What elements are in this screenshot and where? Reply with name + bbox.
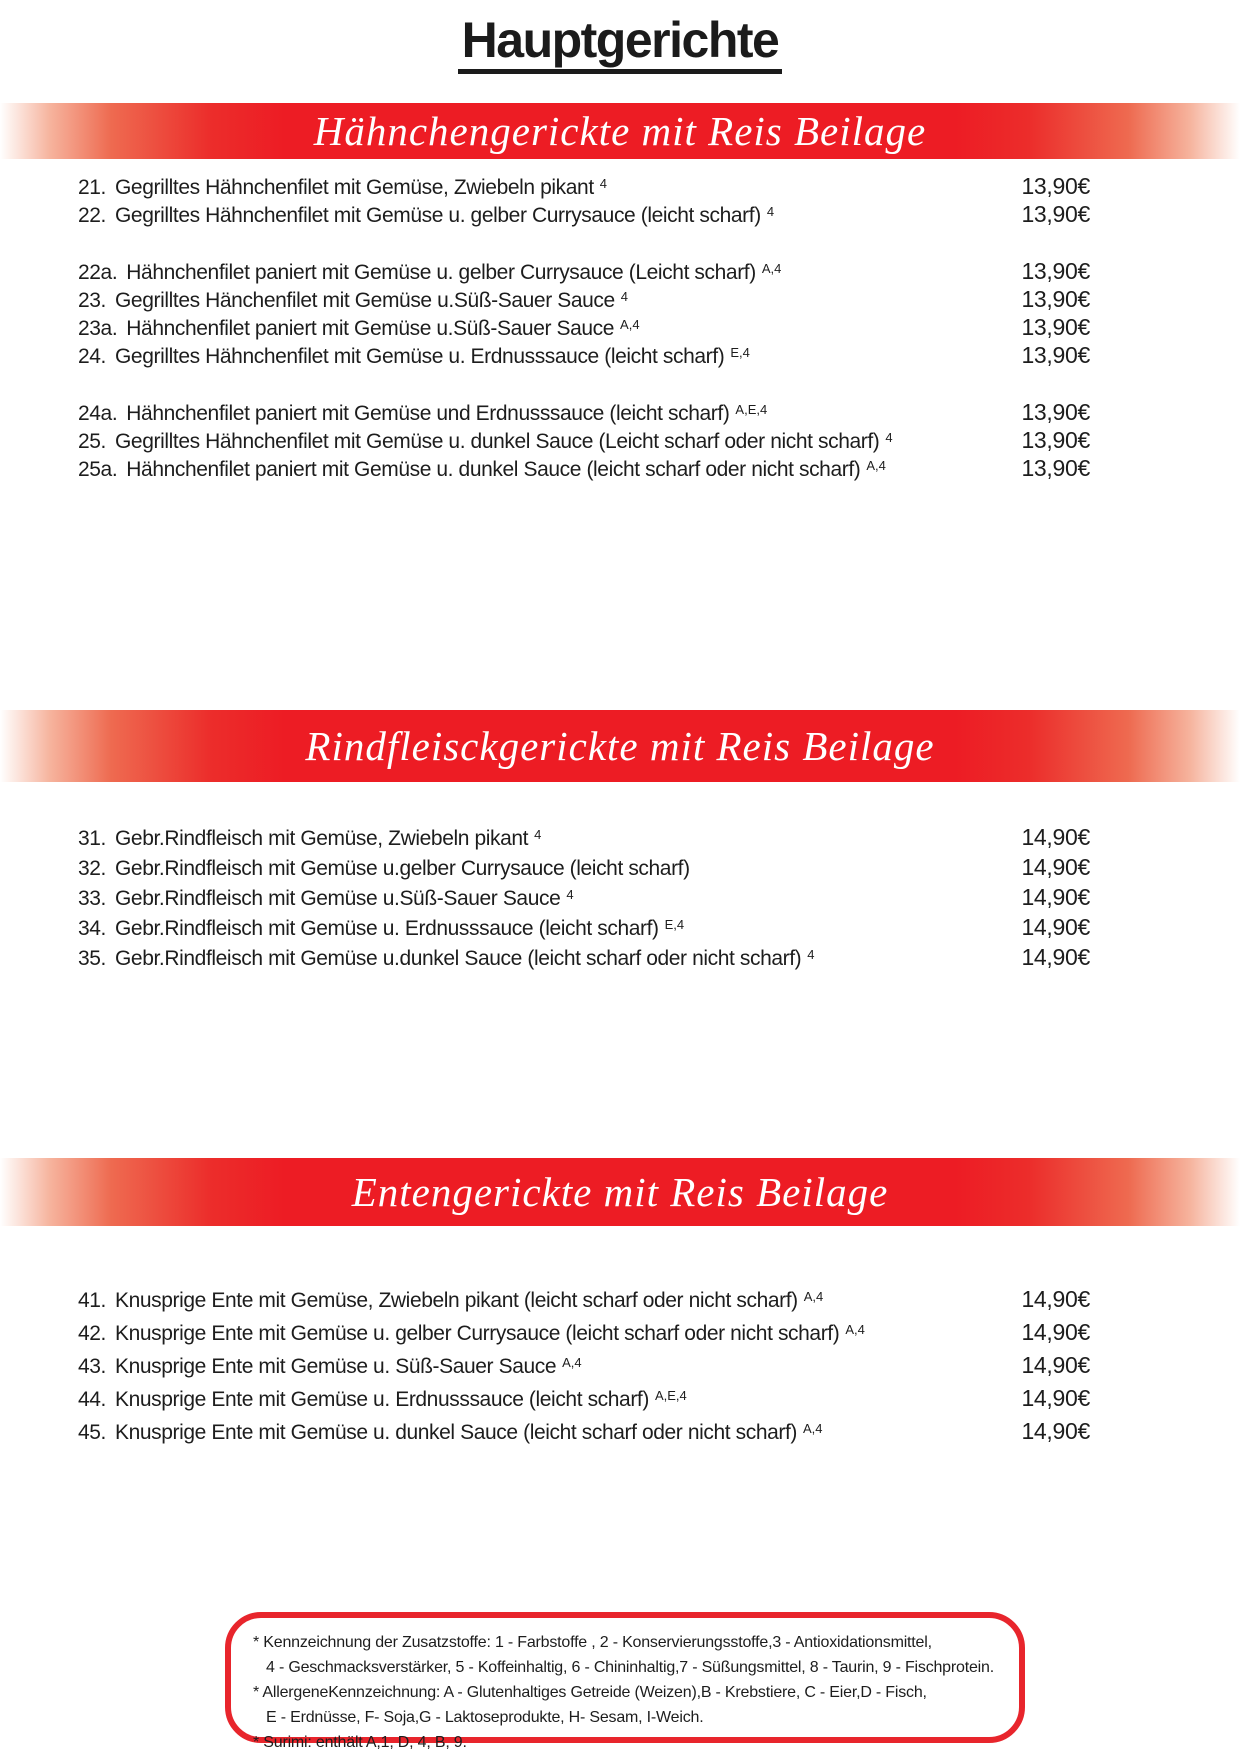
- section-banner-beef: [0, 710, 1240, 782]
- item-description: Hähnchenfilet paniert mit Gemüse u.Süß-Sauer Sauce: [126, 317, 615, 340]
- item-number: 22a.: [78, 261, 118, 284]
- item-allergen-codes: A,4: [803, 1289, 824, 1304]
- footnote-line-allergens-1: * AllergeneKennzeichnung: A - Glutenhaltiges Getreide (Weizen),B - Krebstiere, C - Eier,D - Fisch,: [253, 1684, 927, 1701]
- item-price: 13,90€: [1021, 173, 1090, 199]
- menu-item-35: [78, 942, 1090, 972]
- item-description: Gebr.Rindfleisch mit Gemüse u.Süß-Sauer Sauce: [115, 887, 561, 910]
- item-allergen-codes: E,4: [730, 345, 750, 360]
- item-price: 13,90€: [1021, 427, 1090, 453]
- item-price: 14,90€: [1021, 1352, 1090, 1378]
- item-allergen-codes: A,4: [620, 317, 640, 332]
- item-allergen-codes: 4: [566, 887, 574, 902]
- item-number: 45.: [78, 1421, 106, 1444]
- item-description: Gegrilltes Hähnchenfilet mit Gemüse u. gelber Currysauce (leicht scharf): [115, 204, 761, 227]
- item-description: Gegrilltes Hänchenfilet mit Gemüse u.Süß-Sauer Sauce: [115, 289, 615, 312]
- item-price: 13,90€: [1021, 314, 1090, 340]
- menu-item-23a: [78, 313, 1090, 341]
- item-description: Gebr.Rindfleisch mit Gemüse u. Erdnusssauce (leicht scharf): [115, 917, 659, 940]
- item-number: 42.: [78, 1322, 106, 1345]
- item-allergen-codes: A,4: [761, 261, 782, 276]
- item-price: 13,90€: [1021, 258, 1090, 284]
- item-description: Gegrilltes Hähnchenfilet mit Gemüse u. dunkel Sauce (Leicht scharf oder nicht scharf): [115, 430, 880, 453]
- item-description: Gegrilltes Hähnchenfilet mit Gemüse, Zwiebeln pikant: [115, 176, 594, 199]
- item-number: 35.: [78, 947, 106, 970]
- item-allergen-codes: A,E,4: [654, 1388, 687, 1403]
- item-description: Gebr.Rindfleisch mit Gemüse u.gelber Currysauce (leicht scharf): [115, 857, 690, 880]
- item-price: 14,90€: [1021, 914, 1090, 940]
- menu-item-42: [78, 1316, 1090, 1349]
- menu-item-43: [78, 1349, 1090, 1382]
- item-allergen-codes: A,4: [562, 1355, 582, 1370]
- item-price: 14,90€: [1021, 1286, 1090, 1312]
- item-allergen-codes: A,4: [803, 1421, 823, 1436]
- item-price: 13,90€: [1021, 286, 1090, 312]
- item-number: 43.: [78, 1355, 106, 1378]
- menu-item-33: [78, 882, 1090, 912]
- menu-item-22a: [78, 257, 1090, 285]
- item-number: 23.: [78, 289, 106, 312]
- menu-item-44: [78, 1382, 1090, 1415]
- item-allergen-codes: E,4: [664, 917, 685, 932]
- menu-item-22: [78, 200, 1090, 228]
- menu-item-34: [78, 912, 1090, 942]
- item-description: Gebr.Rindfleisch mit Gemüse u.dunkel Sauce (leicht scharf oder nicht scharf): [115, 947, 802, 970]
- menu-item-21: [78, 172, 1090, 200]
- menu-item-23: [78, 285, 1090, 313]
- item-price: 14,90€: [1021, 824, 1090, 850]
- item-allergen-codes: A,E,4: [735, 402, 768, 417]
- item-description: Knusprige Ente mit Gemüse, Zwiebeln pikant (leicht scharf oder nicht scharf): [115, 1289, 798, 1312]
- item-description: Hähnchenfilet paniert mit Gemüse u. gelber Currysauce (Leicht scharf): [126, 261, 756, 284]
- item-price: 13,90€: [1021, 342, 1090, 368]
- section-items-beef: [78, 822, 1090, 972]
- menu-item-24: [78, 341, 1090, 369]
- item-allergen-codes: 4: [766, 204, 775, 219]
- menu-item-31: [78, 822, 1090, 852]
- menu-item-25: [78, 426, 1090, 454]
- allergen-footnote-box: [225, 1612, 1025, 1751]
- item-description: Hähnchenfilet paniert mit Gemüse und Erdnusssauce (leicht scharf): [126, 402, 730, 425]
- item-description: Knusprige Ente mit Gemüse u. Erdnusssauce (leicht scharf): [115, 1388, 649, 1411]
- menu-item-25a: [78, 454, 1090, 482]
- item-description: Hähnchenfilet paniert mit Gemüse u. dunkel Sauce (leicht scharf oder nicht scharf): [126, 458, 861, 481]
- footnote-line-allergens-2: E - Erdnüsse, F- Soja,G - Laktoseprodukte, H- Sesam, I-Weich.: [266, 1709, 704, 1726]
- item-number: 21.: [78, 176, 106, 199]
- item-price: 14,90€: [1021, 1418, 1090, 1444]
- item-number: 31.: [78, 827, 106, 850]
- item-price: 14,90€: [1021, 1319, 1090, 1345]
- item-description: Knusprige Ente mit Gemüse u. gelber Currysauce (leicht scharf oder nicht scharf): [115, 1322, 840, 1345]
- menu-item-41: [78, 1283, 1090, 1316]
- item-allergen-codes: 4: [807, 947, 815, 962]
- section-banner-beef-label: Rindfleisckgerickte mit Reis Beilage: [305, 723, 935, 769]
- section-banner-chicken-label: Hähnchengerickte mit Reis Beilage: [313, 108, 927, 154]
- section-items-duck: [78, 1283, 1090, 1448]
- section-banner-duck-label: Entengerickte mit Reis Beilage: [351, 1169, 889, 1215]
- item-price: 14,90€: [1021, 884, 1090, 910]
- item-number: 22.: [78, 204, 106, 227]
- page-header: [0, 14, 1240, 74]
- footnote-line-additives-1: * Kennzeichnung der Zusatzstoffe: 1 - Farbstoffe , 2 - Konservierungsstoffe,3 - Antioxidationsmittel,: [253, 1634, 932, 1651]
- item-allergen-codes: A,4: [845, 1322, 865, 1337]
- item-allergen-codes: A,4: [866, 458, 886, 473]
- item-price: 13,90€: [1021, 201, 1090, 227]
- item-allergen-codes: 4: [599, 176, 607, 191]
- page-title: Hauptgerichte: [458, 14, 783, 74]
- item-number: 24.: [78, 345, 106, 368]
- item-number: 41.: [78, 1289, 106, 1312]
- item-price: 14,90€: [1021, 944, 1090, 970]
- item-number: 25.: [78, 430, 106, 453]
- item-price: 13,90€: [1021, 455, 1090, 481]
- item-description: Knusprige Ente mit Gemüse u. dunkel Sauce (leicht scharf oder nicht scharf): [115, 1421, 798, 1444]
- item-allergen-codes: 4: [534, 827, 542, 842]
- item-description: Gegrilltes Hähnchenfilet mit Gemüse u. Erdnusssauce (leicht scharf): [115, 345, 725, 368]
- section-banner-duck: [0, 1158, 1240, 1226]
- menu-item-24a: [78, 398, 1090, 426]
- section-items-chicken: [78, 172, 1090, 482]
- item-number: 25a.: [78, 458, 118, 481]
- item-price: 14,90€: [1021, 1385, 1090, 1411]
- item-number: 44.: [78, 1388, 106, 1411]
- section-banner-chicken: [0, 103, 1240, 159]
- item-number: 34.: [78, 917, 106, 940]
- item-price: 14,90€: [1021, 854, 1090, 880]
- menu-item-45: [78, 1415, 1090, 1448]
- menu-item-32: [78, 852, 1090, 882]
- footnote-line-additives-2: 4 - Geschmacksverstärker, 5 - Koffeinhaltig, 6 - Chininhaltig,7 - Süßungsmittel, 8 - Taurin, 9 - Fischprotein.: [266, 1659, 994, 1676]
- item-price: 13,90€: [1021, 399, 1090, 425]
- item-number: 33.: [78, 887, 106, 910]
- item-number: 23a.: [78, 317, 118, 340]
- item-description: Knusprige Ente mit Gemüse u. Süß-Sauer Sauce: [115, 1355, 557, 1378]
- item-number: 32.: [78, 857, 106, 880]
- item-allergen-codes: 4: [620, 289, 629, 304]
- item-description: Gebr.Rindfleisch mit Gemüse, Zwiebeln pikant: [115, 827, 529, 850]
- item-number: 24a.: [78, 402, 118, 425]
- footnote-line-surimi: * Surimi: enthält A,1, D, 4, B, 9.: [253, 1734, 467, 1751]
- item-allergen-codes: 4: [885, 430, 893, 445]
